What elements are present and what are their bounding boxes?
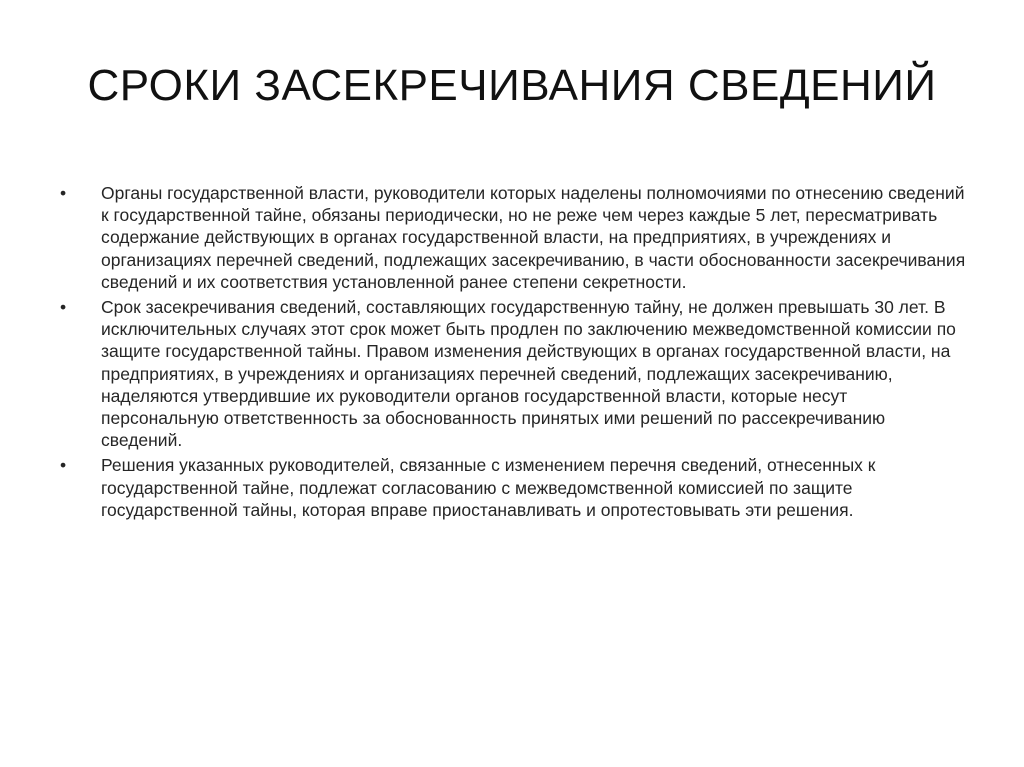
bullet-icon: • (60, 297, 67, 318)
bullet-icon: • (60, 455, 67, 476)
slide-title: СРОКИ ЗАСЕКРЕЧИВАНИЯ СВЕДЕНИЙ (87, 61, 937, 110)
bullet-item (60, 296, 970, 451)
slide-content (60, 182, 970, 524)
bullet-text: Срок засекречивания сведений, составляющих государственную тайну, не должен превышать 30 лет. В исключительных случаях этот срок может быть продлен по заключению межведомственной комиссии по защите государственной тайны. Правом изменения действующих в органах государственной власти, на предприятиях, в учреждениях и организациях перечней сведений, подлежащих засекречиванию, наделяются утвердившие их руководители органов государственной власти, которые несут персональную ответственность за обоснованность принятых ими решений по рассекречиванию сведений. (101, 297, 956, 451)
bullet-icon: • (60, 183, 67, 203)
bullet-text: Решения указанных руководителей, связанные с изменением перечня сведений, отнесенных к государственной тайне, подлежат согласованию с межведомственной комиссией по защите государственной тайны, которая вправе приостанавливать и опротестовывать эти решения. (101, 455, 876, 520)
bullet-item (60, 182, 970, 293)
bullet-text: Органы государственной власти, руководители которых наделены полномочиями по отнесению сведений к государственной тайне, обязаны периодически, но не реже чем через каждые 5 лет, пересматривать содержание действующих в органах государственной власти, на предприятиях, в учреждениях и организациях перечней сведений, подлежащих засекречиванию, в части обоснованности засекречивания сведений и их соответствия установленной ранее степени секретности. (101, 183, 966, 292)
bullet-list (60, 182, 970, 521)
bullet-item (60, 454, 970, 521)
